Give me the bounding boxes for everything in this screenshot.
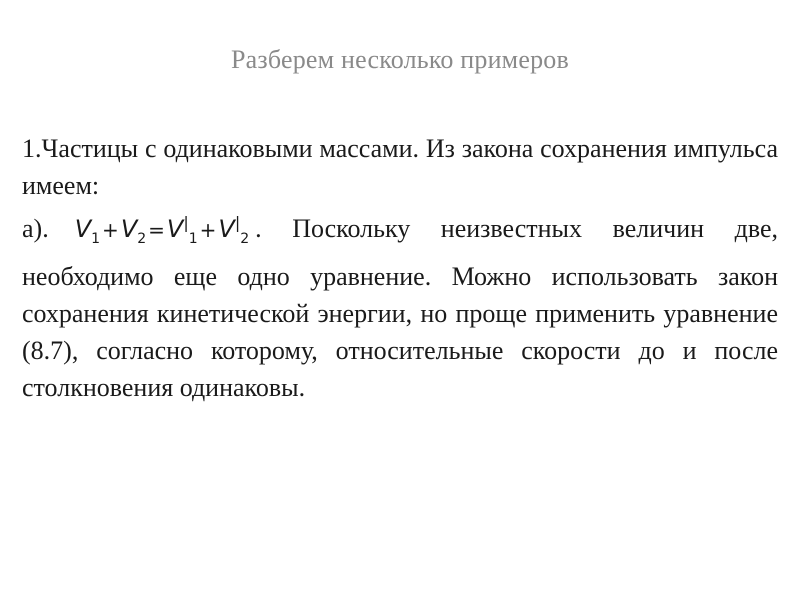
formula-prime-1: | [183, 213, 189, 232]
paragraph-momentum: 1.Частицы с одинаковыми массами. Из закона сохранения импульса имеем: [22, 134, 778, 200]
paragraph-case-a [22, 210, 778, 406]
formula-v1-subscript: 1 [91, 230, 101, 247]
case-a-text: . Поскольку неизвестных величин две, необходимо еще одно уравнение. Можно использовать закон сохранения кинетической энергии, но проще применить уравнение (8.7), согласно которому, относительные скорости до и после столкновения одинаковы. [22, 214, 778, 402]
formula-prime-2: | [234, 213, 241, 232]
formula-plus-1: + [102, 218, 119, 242]
formula-equals: = [148, 218, 165, 242]
formula-v2-prime: V [218, 215, 235, 243]
case-a-label: а). [22, 214, 49, 243]
formula-plus-2: + [199, 218, 217, 242]
slide-title: Разберем несколько примеров [231, 45, 569, 74]
slide-body [22, 130, 778, 412]
formula-v1-prime: V [166, 215, 184, 243]
momentum-formula [75, 211, 249, 258]
formula-v1-prime-subscript: 1 [188, 230, 198, 247]
formula-v1: V [74, 215, 92, 243]
formula-v2: V [120, 215, 138, 243]
formula-v2-subscript: 2 [137, 230, 147, 247]
formula-v2-prime-subscript: 2 [240, 230, 250, 247]
